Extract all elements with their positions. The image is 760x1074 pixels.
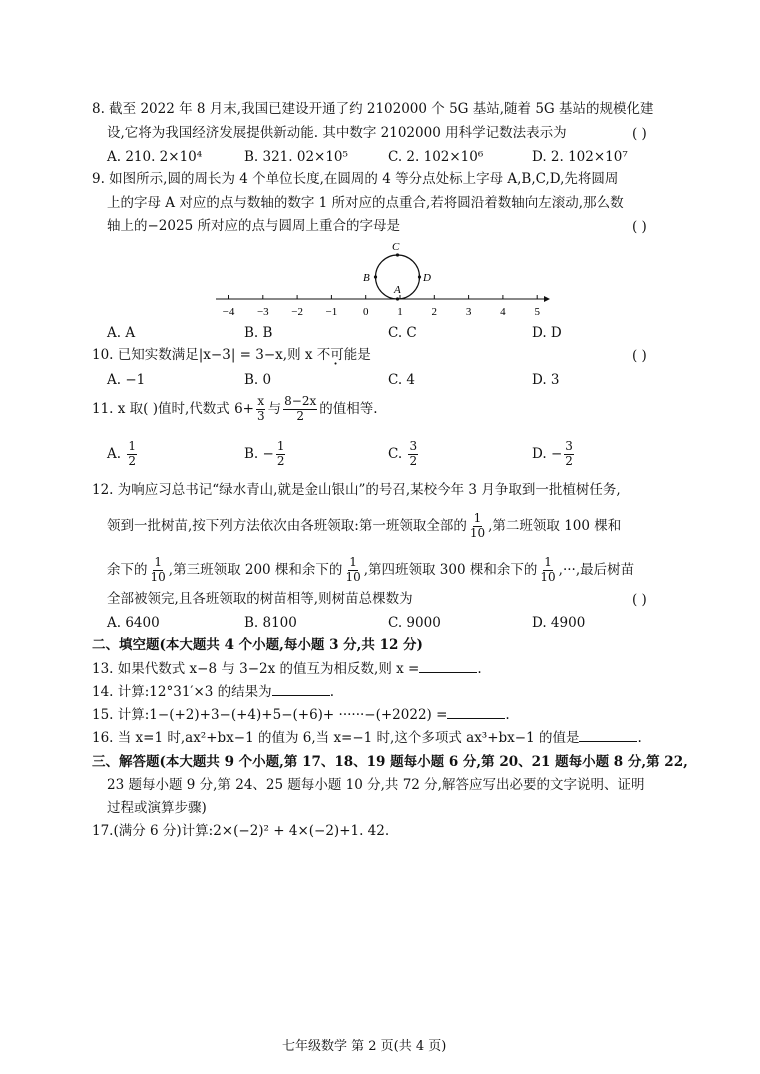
section-3-line2: 23 题每小题 9 分,第 24、25 题每小题 10 分,共 72 分,解答应写出必要的文字说明、证明	[107, 777, 645, 793]
tick-label: −1	[325, 306, 338, 318]
tick-label: 0	[362, 306, 369, 318]
q14-answer-blank[interactable]	[272, 695, 330, 696]
fraction-numerator: 1	[276, 439, 285, 453]
q10-option-c: C. 4	[388, 372, 416, 388]
q8-line1: 8. 截至 2022 年 8 月末,我国已建设开通了约 2102000 个 5G 基站,随着 5G 基站的规模化建	[92, 101, 654, 117]
q11-option-b	[244, 440, 287, 469]
q9-answer-bracket: ( )	[632, 219, 647, 235]
q16: 16. 当 x=1 时,ax²+bx−1 的值为 6,当 x=−1 时,这个多项式 ax³+bx−1 的值是 .	[92, 730, 642, 746]
q12-fraction	[539, 556, 556, 585]
fraction-denominator: 10	[150, 569, 166, 584]
circle-point-b	[374, 275, 377, 278]
circle-label-d: D	[423, 272, 431, 284]
q10-text-a: 10. 已知实数满足|x−3| = 3−x,则 x	[92, 347, 317, 363]
option-sign: −	[550, 445, 563, 462]
q10-stem	[92, 348, 371, 363]
tick-label: 2	[431, 306, 438, 318]
q8-line2: 设,它将为我国经济发展提供新动能. 其中数字 2102000 用科学记数法表示为	[107, 125, 567, 141]
option-label: D.	[532, 445, 551, 462]
section-3-heading: 三、解答题(本大题共 9 个小题,第 17、18、19 题每小题 6 分,第 20、21 题每小题 8 分,第 22,	[92, 754, 688, 770]
q8-answer-bracket: ( )	[632, 126, 647, 142]
q8-option-a: A. 210. 2×10⁴	[107, 149, 203, 165]
fraction-numerator: 1	[544, 555, 552, 569]
fraction-numerator: 1	[154, 555, 162, 569]
tick-label: −3	[256, 306, 269, 318]
q12-option-c: C. 9000	[388, 615, 441, 631]
q12-option-b: B. 8100	[244, 615, 297, 631]
q11-fraction-1	[256, 395, 266, 424]
q12-fraction	[150, 556, 167, 585]
q13: 13. 如果代数式 x−8 与 3−2x 的值互为相反数,则 x = .	[92, 661, 482, 677]
option-label: A.	[107, 445, 126, 462]
tick-label: −4	[222, 306, 235, 318]
q13-text: 13. 如果代数式 x−8 与 3−2x 的值互为相反数,则 x =	[92, 661, 420, 677]
fraction-denominator: 2	[128, 453, 136, 468]
q10-option-a: A. −1	[107, 372, 146, 388]
q12-line2	[107, 512, 621, 541]
fraction-numerator: 1	[473, 511, 482, 525]
section-3-line3: 过程或演算步骤)	[107, 800, 207, 816]
q11-fraction-2	[283, 395, 317, 424]
q9-line3: 轴上的−2025 所对应的点与圆周上重合的字母是	[107, 218, 400, 234]
q11-text-b: 与	[267, 400, 282, 417]
q10-emphasis: 不可能	[316, 347, 358, 363]
fraction-denominator: 10	[469, 525, 486, 540]
circle-label-b: B	[363, 272, 370, 284]
option-sign: −	[262, 445, 274, 462]
q12-option-a: A. 6400	[107, 615, 160, 631]
option-fraction	[276, 440, 286, 469]
tick-label: 5	[534, 306, 540, 318]
fraction-denominator: 2	[409, 453, 418, 468]
q10-text-b: 是	[357, 347, 371, 363]
fraction-numerator: 8−2x	[284, 394, 317, 408]
q12-line1: 12. 为响应习总书记“绿水青山,就是金山银山”的号召,某校今年 3 月争取到一批植树任务,	[92, 482, 621, 498]
q12-fraction	[344, 556, 361, 585]
tick-label: 1	[397, 306, 403, 318]
q12-text: ,第三班领取 200 棵和余下的	[168, 561, 343, 578]
option-label: C.	[388, 445, 407, 462]
fraction-denominator: 3	[256, 408, 265, 423]
option-fraction	[408, 440, 418, 469]
q12-line3	[107, 556, 634, 585]
q12-text: 领到一批树苗,按下列方法依次由各班领取:第一班领取全部的	[107, 517, 467, 534]
tick-label: 3	[465, 306, 472, 318]
q9-line2: 上的字母 A 对应的点与数轴的数字 1 所对应的点重合,若将圆沿着数轴向左滚动,那么数	[107, 195, 624, 211]
option-fraction	[127, 440, 137, 469]
q14: 14. 计算:12°31′×3 的结果为 .	[92, 684, 334, 700]
q16-answer-blank[interactable]	[579, 741, 637, 742]
q11-option-a	[107, 440, 139, 469]
q9-option-b: B. B	[244, 325, 273, 341]
fraction-numerator: 1	[349, 555, 357, 569]
fraction-numerator: 3	[565, 439, 573, 453]
fraction-denominator: 2	[276, 453, 285, 468]
q14-text: 14. 计算:12°31′×3 的结果为	[92, 684, 272, 700]
option-label: B.	[244, 445, 263, 462]
q12-answer-bracket: ( )	[632, 592, 647, 608]
q13-answer-blank[interactable]	[419, 672, 477, 673]
q9-line1: 9. 如图所示,圆的周长为 4 个单位长度,在圆周的 4 等分点处标上字母 A,B,C,D,先将圆周	[92, 171, 619, 187]
q16-text: 16. 当 x=1 时,ax²+bx−1 的值为 6,当 x=−1 时,这个多项式 ax³+bx−1 的值是	[92, 730, 580, 746]
fraction-denominator: 10	[345, 569, 361, 584]
q11-option-d	[532, 440, 576, 469]
section-2-heading: 二、填空题(本大题共 4 个小题,每小题 3 分,共 12 分)	[92, 637, 423, 653]
fraction-denominator: 2	[565, 453, 573, 468]
q11-stem	[92, 395, 378, 424]
q12-text: ,第二班领取 100 棵和	[488, 517, 622, 534]
q15-answer-blank[interactable]	[447, 718, 505, 719]
q12-option-d: D. 4900	[532, 615, 586, 631]
fraction-numerator: x	[257, 394, 265, 408]
q11-text-a: 11. x 取( )值时,代数式 6+	[92, 400, 254, 417]
q9-option-a: A. A	[107, 325, 136, 341]
q12-text: ,···,最后树苗	[558, 561, 635, 578]
circle-point-a	[396, 297, 399, 300]
q12-text: 余下的	[107, 561, 148, 578]
axis-arrow	[544, 296, 550, 302]
q12-fraction	[469, 512, 486, 541]
q9-option-d: D. D	[532, 325, 562, 341]
fraction-numerator: 3	[409, 439, 418, 453]
q10-option-b: B. 0	[244, 372, 272, 388]
q17: 17.(满分 6 分)计算:2×(−2)² + 4×(−2)+1. 42.	[92, 823, 390, 839]
tick-label: −2	[291, 306, 303, 318]
page-footer: 七年级数学 第 2 页(共 4 页)	[282, 1039, 447, 1054]
tick-label: 4	[500, 306, 506, 318]
circle-label-a: A	[394, 284, 401, 296]
circle-point-d	[418, 275, 421, 278]
q12-line4: 全部被领完,且各班领取的树苗相等,则树苗总棵数为	[107, 591, 413, 607]
q15: 15. 计算:1−(+2)+3−(+4)+5−(+6)+ ······−(+2022) = .	[92, 707, 510, 723]
q11-option-c	[388, 440, 420, 469]
fraction-numerator: 1	[128, 439, 136, 453]
fraction-denominator: 2	[296, 408, 304, 423]
q9-option-c: C. C	[388, 325, 417, 341]
number-line-figure	[210, 240, 550, 320]
q11-text-c: 的值相等.	[319, 400, 378, 417]
q15-text: 15. 计算:1−(+2)+3−(+4)+5−(+6)+ ······−(+2022) =	[92, 707, 448, 723]
circle-label-c: C	[392, 241, 400, 253]
circle-point-c	[396, 253, 399, 256]
fraction-denominator: 10	[540, 569, 556, 584]
q8-option-b: B. 321. 02×10⁵	[244, 149, 348, 165]
q12-text: ,第四班领取 300 棵和余下的	[363, 561, 538, 578]
q10-option-d: D. 3	[532, 372, 560, 388]
q8-option-c: C. 2. 102×10⁶	[388, 149, 484, 165]
q10-answer-bracket: ( )	[632, 348, 647, 364]
q8-option-d: D. 2. 102×10⁷	[532, 149, 628, 165]
option-fraction	[564, 440, 574, 469]
